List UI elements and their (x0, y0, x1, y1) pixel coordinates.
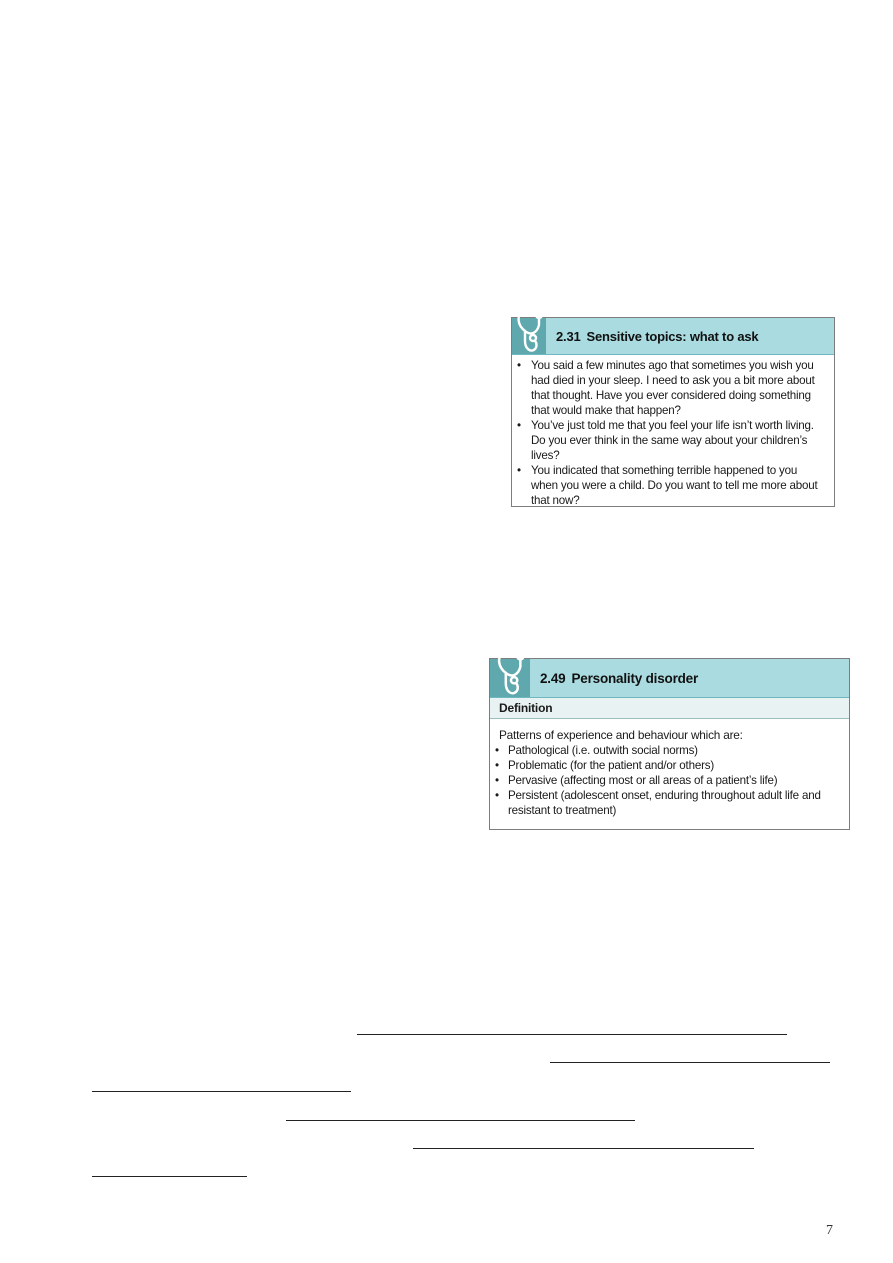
bullet-list (512, 355, 834, 508)
box-header (490, 659, 849, 698)
underline-rule (92, 1176, 247, 1177)
list-item: • Pathological (i.e. outwith social norms) (490, 743, 839, 758)
icon-tab (490, 659, 530, 697)
bullet-list (490, 743, 849, 818)
box-title-text: Personality disorder (571, 670, 699, 686)
box-number: 2.49 (540, 670, 566, 686)
list-item: • Pervasive (affecting most or all areas of a patient’s life) (490, 773, 839, 788)
icon-tab (512, 318, 546, 354)
page-number: 7 (826, 1223, 833, 1238)
list-item: • You said a few minutes ago that sometimes you wish you had died in your sleep. I need to ask you a bit more about that thought. Have you ever considered doing something that would make that happen? (512, 358, 826, 418)
box-header (512, 318, 834, 355)
info-box-sensitive-topics (511, 317, 835, 507)
underline-rule (550, 1062, 830, 1063)
box-title (540, 659, 698, 697)
box-number: 2.31 (556, 328, 581, 344)
list-item: • You indicated that something terrible happened to you when you were a child. Do you want to tell me more about that now? (512, 463, 826, 508)
box-subheading: Definition (490, 698, 849, 719)
list-item: • Persistent (adolescent onset, enduring throughout adult life and resistant to treatment) (490, 788, 839, 818)
underline-rule (413, 1148, 754, 1149)
underline-rule (286, 1120, 635, 1121)
box-title-text: Sensitive topics: what to ask (586, 328, 759, 344)
underline-rule (357, 1034, 787, 1035)
list-item: • Problematic (for the patient and/or others) (490, 758, 839, 773)
box-title (556, 318, 758, 354)
underline-rule (92, 1091, 351, 1092)
list-item: • You’ve just told me that you feel your life isn’t worth living. Do you ever think in the same way about your children’s lives? (512, 418, 826, 463)
info-box-personality-disorder (489, 658, 850, 830)
box-intro: Patterns of experience and behaviour which are: (499, 728, 743, 742)
